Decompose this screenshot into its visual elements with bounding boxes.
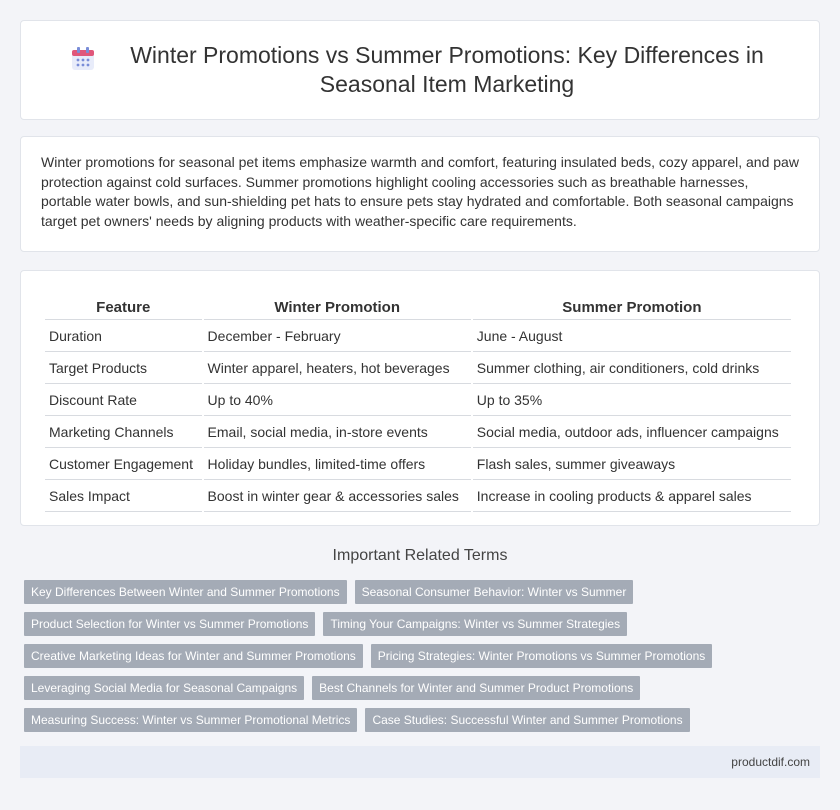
- tag-row: [24, 708, 814, 732]
- table-row: [45, 385, 791, 416]
- table-cell: Increase in cooling products & apparel sales: [473, 481, 791, 512]
- tag-row: [24, 580, 814, 604]
- header-winter: Winter Promotion: [204, 294, 471, 320]
- table-row: [45, 481, 791, 512]
- table-row: [45, 321, 791, 352]
- table-header-row: [45, 294, 791, 320]
- table-cell: Holiday bundles, limited-time offers: [204, 449, 471, 480]
- footer-site-link[interactable]: productdif.com: [731, 755, 810, 769]
- footer: [20, 746, 820, 778]
- table-cell: Target Products: [45, 353, 202, 384]
- table-cell: Customer Engagement: [45, 449, 202, 480]
- page-title: Winter Promotions vs Summer Promotions: Key Differences in Seasonal Item Marketing: [130, 42, 764, 97]
- table-cell: June - August: [473, 321, 791, 352]
- title-card: [20, 20, 820, 120]
- related-term-link[interactable]: Best Channels for Winter and Summer Product Promotions: [312, 676, 640, 700]
- table-cell: Up to 35%: [473, 385, 791, 416]
- calendar-icon: [69, 45, 97, 73]
- table-row: [45, 353, 791, 384]
- related-terms-list: [24, 580, 814, 740]
- table-cell: Discount Rate: [45, 385, 202, 416]
- table-cell: Up to 40%: [204, 385, 471, 416]
- table-cell: Winter apparel, heaters, hot beverages: [204, 353, 471, 384]
- header-summer: Summer Promotion: [473, 294, 791, 320]
- table-row: [45, 449, 791, 480]
- tag-row: [24, 644, 814, 668]
- header-feature: Feature: [45, 294, 202, 320]
- related-term-link[interactable]: Timing Your Campaigns: Winter vs Summer Strategies: [323, 612, 627, 636]
- table-cell: December - February: [204, 321, 471, 352]
- intro-card: [20, 136, 820, 252]
- related-term-link[interactable]: Measuring Success: Winter vs Summer Promotional Metrics: [24, 708, 357, 732]
- related-terms-title: Important Related Terms: [332, 547, 508, 564]
- table-cell: Duration: [45, 321, 202, 352]
- related-term-link[interactable]: Case Studies: Successful Winter and Summer Promotions: [365, 708, 689, 732]
- tag-row: [24, 676, 814, 700]
- related-term-link[interactable]: Pricing Strategies: Winter Promotions vs Summer Promotions: [371, 644, 712, 668]
- table-cell: Boost in winter gear & accessories sales: [204, 481, 471, 512]
- comparison-table-card: [20, 270, 820, 526]
- comparison-table: [43, 293, 793, 513]
- intro-text: Winter promotions for seasonal pet items emphasize warmth and comfort, featuring insulated beds, cozy apparel, and paw protection against cold surfaces. Summer promotions highlight cooling accessories such as breathable harnesses, portable water bowls, and sun-shielding pet hats to ensure pets stay hydrated and comfortable. Both seasonal campaigns target pet owners' needs by aligning products with weather-specific care requirements.: [41, 154, 799, 229]
- related-term-link[interactable]: Leveraging Social Media for Seasonal Campaigns: [24, 676, 304, 700]
- related-term-link[interactable]: Creative Marketing Ideas for Winter and Summer Promotions: [24, 644, 363, 668]
- table-cell: Marketing Channels: [45, 417, 202, 448]
- related-term-link[interactable]: Product Selection for Winter vs Summer Promotions: [24, 612, 315, 636]
- table-cell: Email, social media, in-store events: [204, 417, 471, 448]
- table-cell: Flash sales, summer giveaways: [473, 449, 791, 480]
- tag-row: [24, 612, 814, 636]
- table-cell: Sales Impact: [45, 481, 202, 512]
- title-wrap: [21, 41, 819, 99]
- related-term-link[interactable]: Seasonal Consumer Behavior: Winter vs Summer: [355, 580, 634, 604]
- table-row: [45, 417, 791, 448]
- table-cell: Summer clothing, air conditioners, cold drinks: [473, 353, 791, 384]
- related-term-link[interactable]: Key Differences Between Winter and Summer Promotions: [24, 580, 347, 604]
- table-cell: Social media, outdoor ads, influencer campaigns: [473, 417, 791, 448]
